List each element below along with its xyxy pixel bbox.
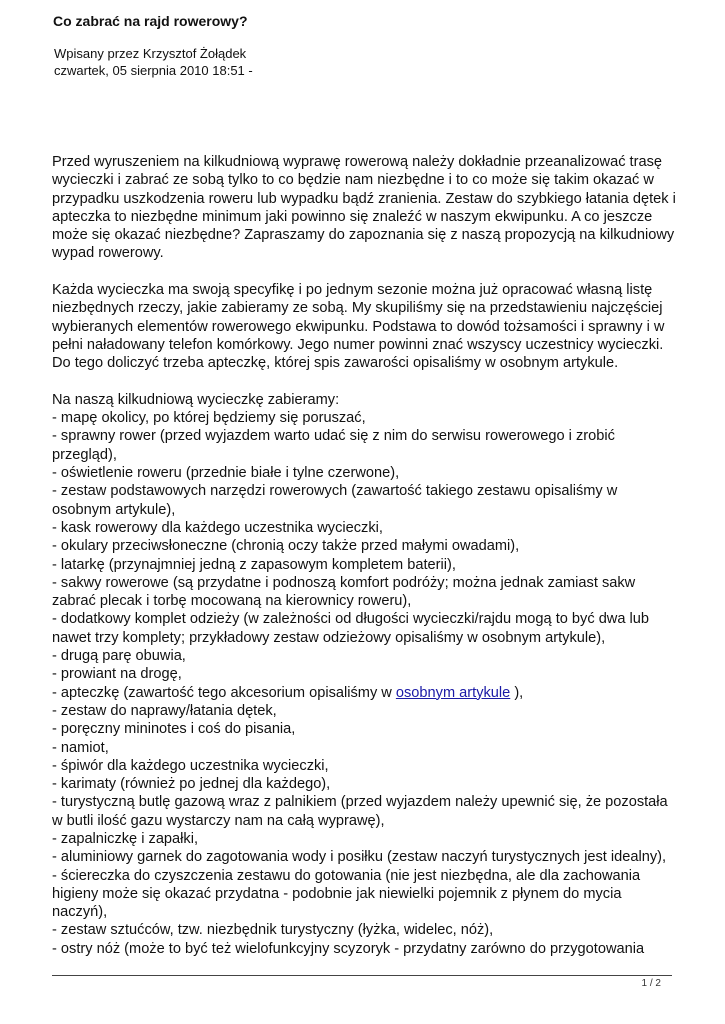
list-item: - zestaw sztućców, tzw. niezbędnik turystyczny (łyżka, widelec, nóż),	[52, 922, 494, 939]
date-line: czwartek, 05 sierpnia 2010 18:51 -	[54, 63, 253, 78]
article-body	[52, 153, 677, 958]
first-aid-text-after: ),	[510, 684, 524, 701]
list-item: - sakwy rowerowe (są przydatne i podnoszą komfort podróży; można jednak zamiast sakw zabrać plecak i torbę mocowaną na kierownicy roweru),	[52, 574, 636, 610]
first-aid-text-before: - apteczkę (zawartość tego akcesorium opisaliśmy w	[52, 684, 396, 701]
list-item: - okulary przeciwsłoneczne (chronią oczy także przed małymi owadami),	[52, 538, 520, 555]
list-item: - aluminiowy garnek do zagotowania wody i posiłku (zestaw naczyń turystycznych jest idealny),	[52, 849, 667, 866]
list-item: - kask rowerowy dla każdego uczestnika wycieczki,	[52, 519, 383, 536]
page-title: Co zabrać na rajd rowerowy?	[53, 13, 248, 29]
list-item: - śpiwór dla każdego uczestnika wycieczki,	[52, 757, 329, 774]
list-item: - drugą parę obuwia,	[52, 648, 186, 665]
first-aid-article-link[interactable]: osobnym artykule	[395, 684, 511, 701]
list-item: - poręczny mininotes i coś do pisania,	[52, 721, 296, 738]
list-item: - zestaw do naprawy/łatania dętek,	[52, 702, 277, 719]
article-meta	[54, 45, 253, 79]
equipment-list	[52, 409, 677, 683]
second-paragraph: Każda wycieczka ma swoją specyfikę i po jednym sezonie można już opracować własną listę niezbędnych rzeczy, jakie zabieramy ze sobą. My skupiliśmy się na przedstawieniu najczęściej wybieranych elementów rowerowego ekwipunku. Podstawa to dowód tożsamości i sprawny i w pełni naładowany telefon komórkowy. Jego numer powinni znać wszyscy uczestnicy wycieczki. Do tego doliczyć trzeba apteczkę, której spis zawarości opisaliśmy w osobnym artykule.	[52, 282, 665, 372]
list-item: - karimaty (również po jednej dla każdego),	[52, 776, 331, 793]
equipment-list-continued	[52, 702, 677, 958]
list-item: - mapę okolicy, po której będziemy się poruszać,	[52, 410, 366, 427]
list-intro: Na naszą kilkudniową wycieczkę zabieramy:	[52, 391, 340, 408]
list-item: - zestaw podstawowych narzędzi rowerowych (zawartość takiego zestawu opisaliśmy w osobnym artykule),	[52, 483, 618, 518]
list-item: - dodatkowy komplet odzieży (w zależności od długości wycieczki/rajdu mogą to być dwa lub nawet trzy komplety; przykładowy zestaw odzieżowy opisaliśmy w osobnym artykule),	[52, 611, 649, 646]
author-line: Wpisany przez Krzysztof Żołądek	[54, 46, 247, 61]
list-item: - turystyczną butlę gazową wraz z palnikiem (przed wyjazdem należy upewnić się, że pozostała w butli ilość gazu wystarczy nam na całą wyprawę),	[52, 794, 668, 829]
list-item: - prowiant na drogę,	[52, 666, 182, 683]
list-item: - zapalniczkę i zapałki,	[52, 830, 199, 847]
page-number: 1 / 2	[641, 978, 661, 989]
footer-divider	[52, 975, 672, 976]
list-item: - namiot,	[52, 739, 109, 756]
list-item: - latarkę (przynajmniej jedną z zapasowym kompletem baterii),	[52, 556, 456, 573]
list-item: - ściereczka do czyszczenia zestawu do gotowania (nie jest niezbędna, ale dla zachowania higieny może się okazać przydatna - podobnie jak niewielki pojemnik z płynem do mycia naczyń),	[52, 867, 641, 921]
list-item: - sprawny rower (przed wyjazdem warto udać się z nim do serwisu rowerowego i zrobić przegląd),	[52, 428, 615, 463]
list-item-first-aid-kit	[52, 684, 677, 702]
intro-paragraph: Przed wyruszeniem na kilkudniową wyprawę rowerową należy dokładnie przeanalizować trasę wycieczki i zabrać ze sobą tylko to co będzie nam niezbędne i to co może się takim okazać w przypadku uszkodzenia roweru lub wypadku bądź zranienia. Zestaw do szybkiego łatania dętek i apteczka to niezbędne minimum jaki powinno się znaleźć w naszym ekwipunku. A co jeszcze może się okazać niezbędne? Zapraszamy do zapoznania się z naszą propozycją na kilkudniowy wypad rowerowy.	[52, 154, 676, 262]
list-item: - ostry nóż (może to być też wielofunkcyjny scyzoryk - przydatny zarówno do przygotowania	[52, 940, 645, 957]
list-item: - oświetlenie roweru (przednie białe i tylne czerwone),	[52, 465, 400, 482]
